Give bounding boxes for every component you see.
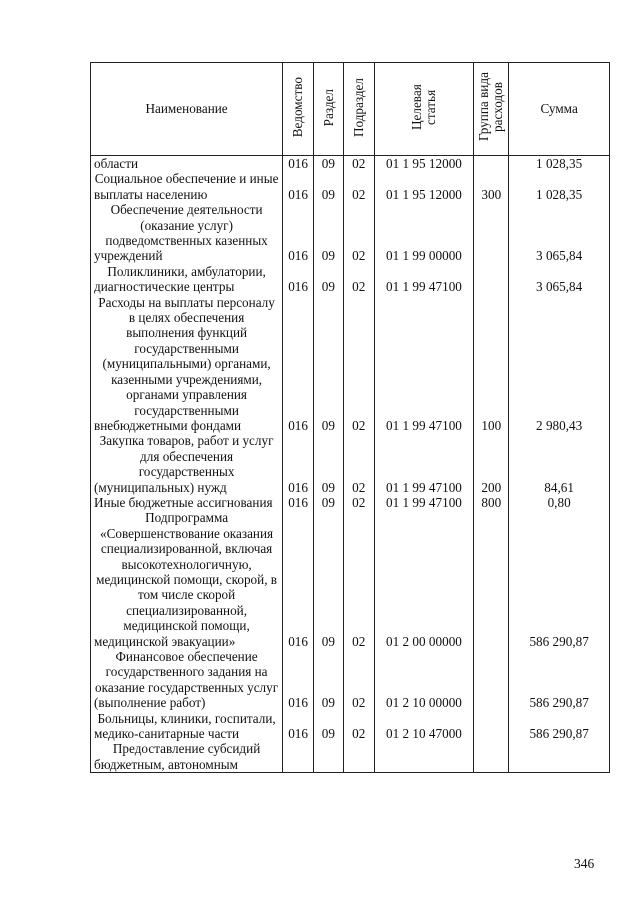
- header-gruppa-vida-rashodov: Группа вида расходов: [474, 63, 509, 156]
- row-podrazdel: 02: [343, 510, 374, 649]
- row-summa: 586 290,87: [509, 711, 610, 742]
- row-razdel: 09: [314, 156, 344, 172]
- row-celevaya-statya: 01 2 10 00000: [374, 649, 474, 711]
- table-row: [91, 741, 610, 772]
- row-name: Обеспечение деятельности (оказание услуг) подведомственных казенных учреждений: [91, 202, 283, 264]
- budget-table: [90, 62, 610, 773]
- row-vedomstvo: 016: [283, 495, 314, 510]
- row-podrazdel: 02: [343, 433, 374, 495]
- row-razdel: 09: [314, 649, 344, 711]
- row-vedomstvo: 016: [283, 649, 314, 711]
- row-podrazdel: 02: [343, 649, 374, 711]
- page-number: 346: [574, 856, 595, 871]
- row-razdel: [314, 741, 344, 772]
- row-summa: 3 065,84: [509, 264, 610, 295]
- row-celevaya-statya: 01 2 10 47000: [374, 711, 474, 742]
- row-vedomstvo: 016: [283, 202, 314, 264]
- table-row: [91, 264, 610, 295]
- row-celevaya-statya: 01 1 99 00000: [374, 202, 474, 264]
- header-vedomstvo: Ведомство: [283, 63, 314, 156]
- header-podrazdel: Подраздел: [343, 63, 374, 156]
- row-gruppa: [474, 264, 509, 295]
- row-celevaya-statya: 01 2 00 00000: [374, 510, 474, 649]
- row-gruppa: [474, 202, 509, 264]
- row-gruppa: [474, 711, 509, 742]
- table-header-row: [91, 63, 610, 156]
- row-vedomstvo: 016: [283, 295, 314, 434]
- row-vedomstvo: 016: [283, 171, 314, 202]
- row-celevaya-statya: 01 1 99 47100: [374, 295, 474, 434]
- row-name: Закупка товаров, работ и услуг для обеспечения государственных (муниципальных) нужд: [91, 433, 283, 495]
- row-name: Социальное обеспечение и иные выплаты населению: [91, 171, 283, 202]
- row-gruppa: [474, 510, 509, 649]
- row-name: Поликлиники, амбулатории, диагностические центры: [91, 264, 283, 295]
- table-row: [91, 171, 610, 202]
- row-summa: 0,80: [509, 495, 610, 510]
- row-name: Предоставление субсидий бюджетным, автономным: [91, 741, 283, 772]
- row-celevaya-statya: 01 1 95 12000: [374, 171, 474, 202]
- row-razdel: 09: [314, 433, 344, 495]
- row-name: Подпрограмма «Совершенствование оказания специализированной, включая высокотехнологичную, медицинской помощи, скорой, в том числе скорой специализированной, медицинской помощи, медицинской эвакуации»: [91, 510, 283, 649]
- table-row: [91, 649, 610, 711]
- table-row: [91, 495, 610, 510]
- header-celevaya-statya: Целевая статья: [374, 63, 474, 156]
- row-summa: 1 028,35: [509, 171, 610, 202]
- row-gruppa: 100: [474, 295, 509, 434]
- row-name: области: [91, 156, 283, 172]
- header-summa: Сумма: [509, 63, 610, 156]
- row-razdel: 09: [314, 171, 344, 202]
- row-summa: 84,61: [509, 433, 610, 495]
- row-razdel: 09: [314, 202, 344, 264]
- table-row: [91, 433, 610, 495]
- row-podrazdel: 02: [343, 171, 374, 202]
- row-celevaya-statya: 01 1 99 47100: [374, 433, 474, 495]
- row-gruppa: 300: [474, 171, 509, 202]
- row-razdel: 09: [314, 711, 344, 742]
- row-razdel: 09: [314, 495, 344, 510]
- row-summa: 586 290,87: [509, 510, 610, 649]
- row-gruppa: [474, 156, 509, 172]
- row-podrazdel: 02: [343, 295, 374, 434]
- row-podrazdel: [343, 741, 374, 772]
- row-gruppa: 800: [474, 495, 509, 510]
- row-celevaya-statya: 01 1 95 12000: [374, 156, 474, 172]
- row-vedomstvo: [283, 741, 314, 772]
- row-razdel: 09: [314, 510, 344, 649]
- row-summa: 3 065,84: [509, 202, 610, 264]
- row-vedomstvo: 016: [283, 711, 314, 742]
- row-celevaya-statya: 01 1 99 47100: [374, 495, 474, 510]
- row-vedomstvo: 016: [283, 156, 314, 172]
- row-gruppa: 200: [474, 433, 509, 495]
- row-summa: 2 980,43: [509, 295, 610, 434]
- row-summa: 586 290,87: [509, 649, 610, 711]
- table-row: [91, 295, 610, 434]
- row-podrazdel: 02: [343, 711, 374, 742]
- row-name: Больницы, клиники, госпитали, медико-санитарные части: [91, 711, 283, 742]
- row-gruppa: [474, 741, 509, 772]
- row-summa: 1 028,35: [509, 156, 610, 172]
- row-vedomstvo: 016: [283, 510, 314, 649]
- row-razdel: 09: [314, 295, 344, 434]
- row-vedomstvo: 016: [283, 433, 314, 495]
- row-podrazdel: 02: [343, 495, 374, 510]
- table-row: [91, 711, 610, 742]
- row-celevaya-statya: 01 1 99 47100: [374, 264, 474, 295]
- row-name: Иные бюджетные ассигнования: [91, 495, 283, 510]
- row-razdel: 09: [314, 264, 344, 295]
- header-name: Наименование: [91, 63, 283, 156]
- row-vedomstvo: 016: [283, 264, 314, 295]
- row-name: Расходы на выплаты персоналу в целях обеспечения выполнения функций государственными (муниципальными) органами, казенными учреждениями, органами управления государственными внебюджетными фондами: [91, 295, 283, 434]
- table-row: [91, 202, 610, 264]
- row-podrazdel: 02: [343, 264, 374, 295]
- row-podrazdel: 02: [343, 156, 374, 172]
- header-razdel: Раздел: [314, 63, 344, 156]
- table-row: [91, 510, 610, 649]
- row-gruppa: [474, 649, 509, 711]
- row-summa: [509, 741, 610, 772]
- row-podrazdel: 02: [343, 202, 374, 264]
- row-celevaya-statya: [374, 741, 474, 772]
- row-name: Финансовое обеспечение государственного задания на оказание государственных услуг (выполнение работ): [91, 649, 283, 711]
- table-row: [91, 156, 610, 172]
